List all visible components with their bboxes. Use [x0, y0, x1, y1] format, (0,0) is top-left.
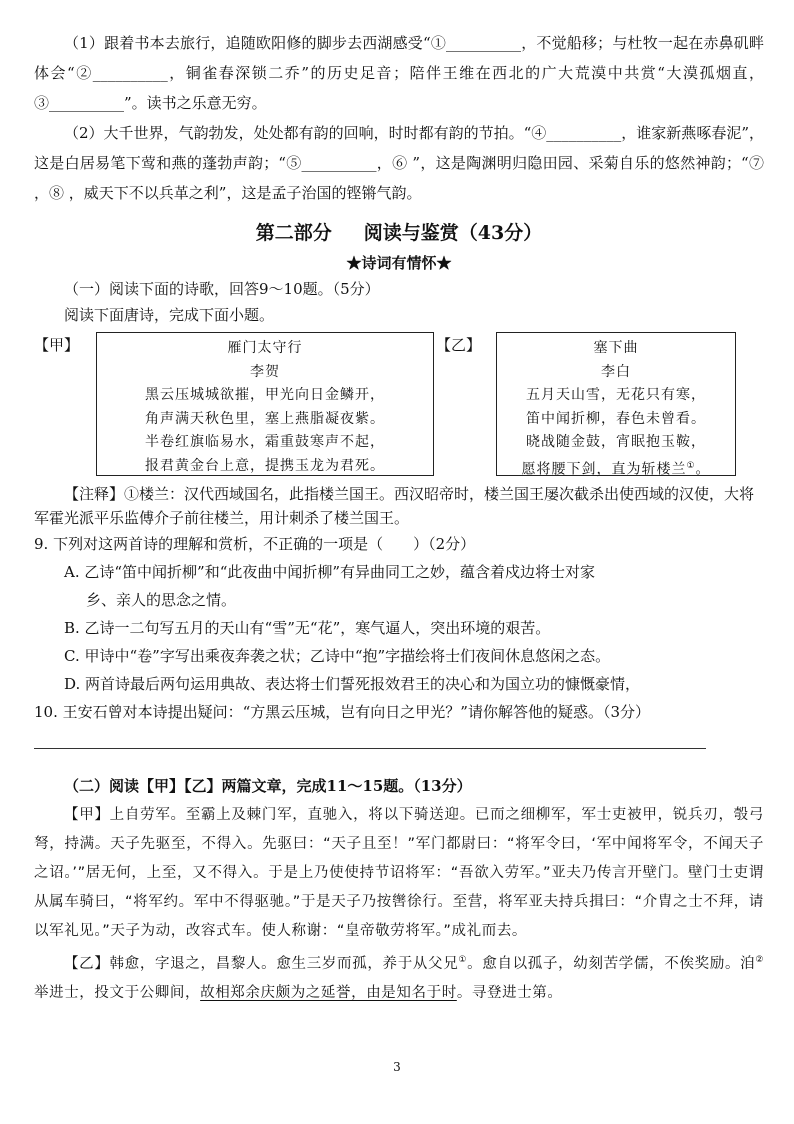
- section-title: [34, 216, 764, 250]
- question-9: 9. 下列对这两首诗的理解和赏析，不正确的一项是（ ）（2分）: [34, 535, 476, 553]
- page-number: 3: [393, 1060, 401, 1074]
- footnote-marker: ①: [458, 955, 468, 965]
- footnote-marker: ②: [755, 955, 764, 965]
- subsection-heading: ★诗词有情怀★: [346, 254, 452, 272]
- question-9-option-d: D. 两首诗最后两句运用典故、表达将士们誓死报效君王的决心和为国立功的慷慨豪情，: [64, 675, 641, 693]
- text-b-part: 。寻登进士第。: [456, 984, 563, 1001]
- poem-a-line: 报君黄金台上意，提携玉龙为君死。: [145, 457, 385, 474]
- poem-b-box: [496, 332, 736, 476]
- question-group-instruction: 阅读下面唐诗，完成下面小题。: [64, 306, 275, 324]
- section-title-part: 第二部分: [255, 222, 332, 244]
- poem-b-title: 塞下曲: [593, 340, 639, 356]
- section-title-name: 阅读与鉴赏（43分）: [363, 222, 543, 244]
- poem-a-line: 角声满天秋色里，塞上燕脂凝夜紫。: [145, 410, 385, 427]
- classical-text-a: 【甲】上自劳军。至霸上及棘门军，直驰入，将以下骑送迎。已而之细柳军，军士吏被甲，锐兵刃，彀弓弩，持满。天子先驱至，不得入。先驱曰：“天子且至！”军门都尉曰：“将军令曰，‘军中闻将军令，不闻天子之诏。’”居无何，上至，又不得入。于是上乃使使持节诏将军：“吾欲入劳军。”亚夫乃传言开壁门。壁门士吏谓从属车骑曰，“将军约。军中不得驱驰。”于是天子乃按辔徐行。至营，将军亚夫持兵揖曰：“介胄之士不拜，请以军礼见。”天子为动，改容式车。使人称谢：“皇帝敬劳将军。”成礼而去。: [34, 807, 764, 939]
- poem-b-line-end: 。: [695, 461, 711, 478]
- question-9-option-b: B. 乙诗一二句写五月的天山有“雪”无“花”，寒气逼人，突出环境的艰苦。: [64, 619, 551, 637]
- poem-b-tag: 【乙】: [436, 336, 482, 354]
- footnote-marker: ①: [686, 460, 696, 471]
- classical-text-b: [34, 946, 764, 1008]
- poem-b-line: 晓战随金鼓，宵眠抱玉鞍，: [526, 434, 706, 450]
- question-group-intro: （一）阅读下面的诗歌，回答9～10题。（5分）: [64, 280, 380, 298]
- poem-b-line: 五月天山雪，无花只有寒，: [526, 387, 706, 403]
- poem-a-line: 黑云压城城欲摧，甲光向日金鳞开，: [145, 387, 385, 403]
- poem-b-author: 李白: [601, 363, 631, 380]
- poem-b-line: 笛中闻折柳，春色未曾看。: [526, 410, 706, 427]
- fill-blank-question-2: （2）大千世界，气韵勃发，处处都有韵的回响，时时都有韵的节拍。“④__________，谁家新燕啄春泥”，这是白居易笔下莺和燕的蓬勃声韵；“⑤__________，⑥ ”，这是陶渊明归隐田园、采菊自乐的悠然神韵；“⑦ ，⑧ ，威天下不以兵革之利”，这是孟子治国的铿锵气韵。: [34, 124, 764, 202]
- fill-blank-question-1: （1）跟着书本去旅行，追随欧阳修的脚步去西湖感受“①__________，不觉船移；与杜牧一起在赤鼻矶畔体会“②__________，铜雀春深锁二乔”的历史足音；陪伴王维在西北的广大荒漠中共赏“大漠孤烟直，③__________”。读书之乐意无穷。: [34, 34, 764, 112]
- answer-line[interactable]: [34, 726, 706, 749]
- question-9-option-c: C. 甲诗中“卷”字写出乘夜奔袭之状；乙诗中“抱”字描绘将士们夜间休息悠闲之态。: [64, 647, 611, 665]
- question-10: 10. 王安石曾对本诗提出疑问：“方黑云压城，岂有向日之甲光？”请你解答他的疑惑。（3分）: [34, 703, 651, 721]
- poem-a-box: [96, 332, 434, 476]
- poem-a-line: 半卷红旗临易水，霜重鼓寒声不起，: [145, 434, 385, 450]
- poem-b-line: 愿将腰下剑，直为斩楼兰: [521, 461, 687, 478]
- poems-area: [34, 332, 764, 482]
- underlined-sentence: 故相郑余庆颇为之延誉，由是知名于时: [200, 984, 457, 1001]
- poem-b-last-line: [505, 455, 727, 482]
- question-9-option-a-cont: 乡、亲人的思念之情。: [86, 591, 237, 609]
- poem-annotation: 【注释】①楼兰：汉代西域国名，此指楼兰国王。西汉昭帝时，楼兰国王屡次截杀出使西域的汉使，大将军霍光派平乐监傅介子前往楼兰，用计刺杀了楼兰国王。: [34, 485, 755, 527]
- question-9-option-a: A. 乙诗“笛中闻折柳”和“此夜曲中闻折柳”有异曲同工之妙，蕴含着戍边将士对家: [64, 563, 596, 581]
- poem-a-author: 李贺: [250, 363, 280, 380]
- reading-section-heading: （二）阅读【甲】【乙】两篇文章，完成11～15题。（13分）: [64, 777, 472, 795]
- text-b-part: 。愈自以孤子，幼刻苦学儒，不俟奖励。洎: [467, 955, 756, 972]
- text-b-part: 举进士，投文于公卿间，: [34, 984, 201, 1001]
- poem-a-tag: 【甲】: [34, 336, 80, 354]
- poem-a-title: 雁门太守行: [227, 340, 303, 356]
- exam-page: [34, 28, 764, 1008]
- text-b-part: 【乙】韩愈，字退之，昌黎人。愈生三岁而孤，养于从父兄: [64, 955, 459, 972]
